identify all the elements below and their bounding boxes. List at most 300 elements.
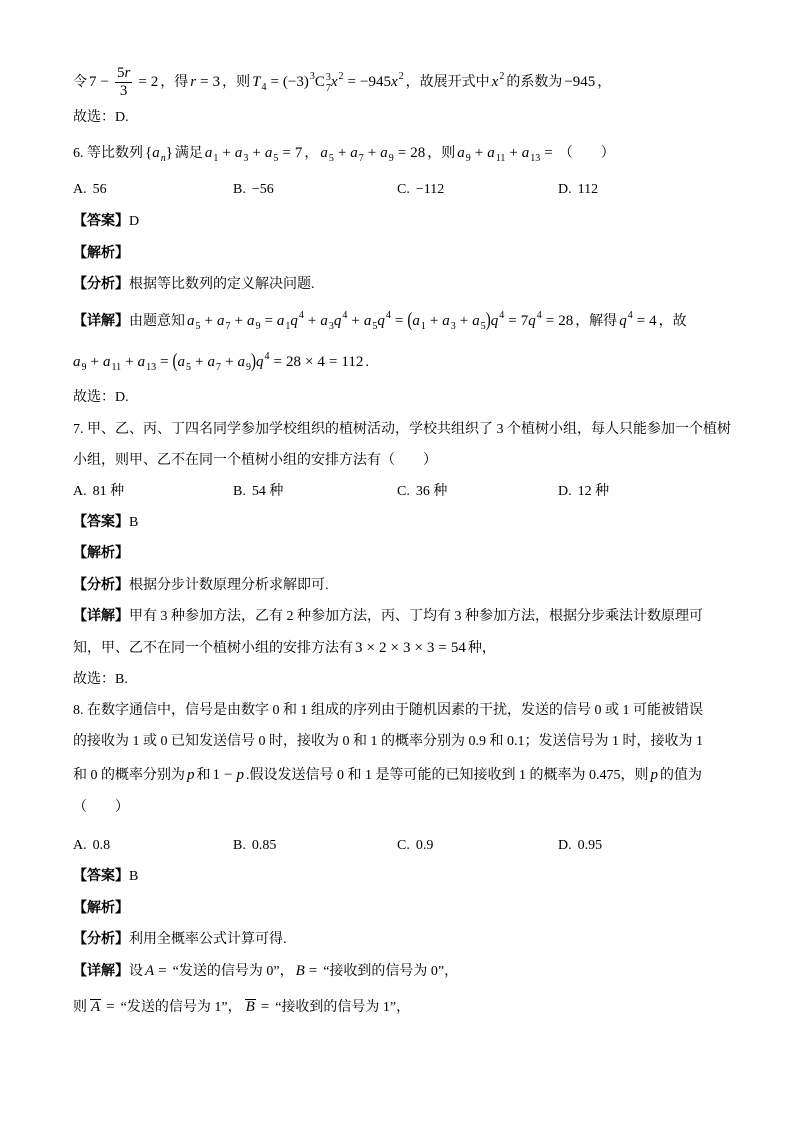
math-number-base: 28 [285,354,301,370]
math-number-base: } [165,145,173,161]
math-variable [290,310,304,329]
q6-detail-line-2 [73,350,369,374]
math-operator: + [474,145,484,161]
math-variable [487,145,506,164]
math-number-base: 54 [450,640,466,656]
q8-stem-line-1 [73,699,703,723]
math-number [213,74,221,90]
math-variable-base: T [252,74,261,90]
subscript: 5 [186,362,192,373]
fraction-numerator [115,65,132,83]
math-variable-base: q [528,313,536,329]
math-number [451,640,466,656]
math-variable-base: a [320,145,328,161]
math-variable [187,767,195,783]
math-variable [204,145,219,164]
superscript: 4 [264,351,270,362]
q7-stem-text [73,453,437,468]
q8-stem-line-2 [73,730,703,754]
math-number [410,145,425,161]
math-operator: + [125,354,134,370]
math-number-base: 7 [294,145,303,161]
q7-answer [73,511,138,535]
subsup-stack [326,72,331,94]
math-number-base: (−3) [282,74,309,90]
math-variable-base: a [521,145,530,161]
math-number [403,640,411,656]
math-number [250,351,256,373]
option-label: B. [233,484,246,499]
math-variable [296,963,305,979]
q8-solution-heading: 【解析】 [73,901,129,916]
prev-derivation-line [73,62,611,102]
math-operator: + [337,145,347,161]
text-run: .假设发送信号 0 和 1 是等可能的已知接收到 1 的概率为 0.475，则 [245,768,649,783]
q6-option-c [397,178,444,202]
prev-conclusion: 故选：D. [73,110,129,125]
math-variable-base: a [320,313,328,329]
math-variable-base: a [276,313,285,329]
math-variable [102,354,122,373]
q8-detail-line-1 [73,959,458,983]
math-variable [350,145,364,164]
math-operator: = [328,354,338,370]
math-operator: + [90,354,99,370]
text-run: “发送的信号为 1”， [120,1000,242,1015]
math-number-base: −945 [564,74,596,90]
detail-text [129,310,687,332]
option-value: 54 种 [251,484,284,499]
math-number-base: 3 [402,640,411,656]
math-number-base: 3 [355,640,363,656]
math-variable [276,313,291,332]
option-value: 112 [577,182,599,197]
math-operator: + [234,313,243,329]
math-number [379,640,387,656]
detail-tag: 【详解】 [73,314,129,329]
math-variable-base: a [152,145,160,161]
q8-option-c [397,834,433,858]
math-number-base: 5 [116,65,125,82]
math-number-base: 3 [119,83,128,100]
math-number [166,145,173,161]
math-operator: = [270,74,279,90]
math-number-base: { [145,145,153,161]
text-run: 设 [129,964,143,979]
math-number [564,74,595,90]
math-number-base: 4 [317,354,325,370]
q6-solution-heading: 【解析】 [73,246,129,261]
q7-stem-text [73,422,731,437]
math-operator: + [222,145,231,161]
option-value: 12 种 [577,484,610,499]
detail-text [129,609,703,624]
math-variable-base: a [187,313,195,329]
text-run: 满足 [174,146,203,161]
q8-stem-text [73,768,702,783]
fraction [115,65,132,100]
math-number [485,310,491,332]
math-variable-base: a [472,313,480,329]
text-run: ，得 [160,75,189,90]
math-variable-base: A [145,963,155,979]
math-number [151,74,159,90]
math-variable [252,74,267,93]
q7-conclusion: 故选：B. [73,672,128,687]
math-number-base: ) [250,351,256,373]
math-variable [390,71,404,90]
q8-option-d [558,834,602,858]
math-number [314,72,331,94]
math-variable [264,145,279,164]
detail-text [73,351,369,373]
math-variable [190,74,196,90]
text-run: ，故 [658,314,687,329]
option-value: −56 [251,182,274,197]
text-run: 的系数为 [506,75,563,90]
subscript: 7 [216,362,222,373]
math-variable-base: q [255,354,264,370]
option-label: A. [73,838,87,853]
answer-value: B [129,869,139,884]
math-variable-base: a [73,354,81,370]
math-number [172,351,178,373]
option-value: 0.85 [251,838,277,853]
answer-value: B [129,515,139,530]
math-operator: + [351,313,360,329]
math-variable [363,313,378,332]
math-variable [330,71,344,90]
math-variable-base: q [490,313,499,329]
subscript: 13 [530,153,541,164]
q8-options [73,834,722,858]
q7-option-d [558,480,609,504]
subscript: n [160,153,166,164]
math-variable [177,354,192,373]
q6-answer [73,210,139,234]
math-variable-base: a [264,145,273,161]
math-variable [145,963,154,979]
math-number [89,74,97,90]
q7-options [73,480,722,504]
prev-derivation [73,65,612,100]
math-variable [619,310,633,329]
text-run: . [365,355,369,370]
math-variable [490,310,505,329]
q7-stem-line-1 [73,418,731,442]
math-variable [521,145,541,164]
detail-text [73,641,496,656]
answer-tag: 【答案】 [73,869,129,884]
math-number [360,74,391,90]
subscript: 7 [325,83,331,94]
option-value: 0.95 [577,838,603,853]
text-run: ，则 [222,75,251,90]
option-value: 0.8 [92,838,111,853]
math-variable-base: a [350,145,358,161]
superscript: 4 [536,310,542,321]
text-run: （ ） [73,800,129,815]
math-variable-base: a [216,313,225,329]
math-variable [255,351,270,370]
math-operator: = [347,74,357,90]
math-number-base: 4 [649,313,657,329]
math-variable [207,354,222,373]
math-operator: = [394,313,404,329]
math-variable-base: a [412,313,420,329]
analysis-tag: 【分析】 [73,578,129,593]
math-operator: = [273,354,282,370]
q6-option-a [73,178,107,202]
option-label: D. [558,838,572,853]
math-variable-base: q [377,313,385,329]
math-number [649,313,657,329]
math-variable-base: x [390,74,398,90]
q6-options [73,178,722,202]
math-number [427,640,435,656]
option-value: −112 [415,182,445,197]
math-operator: = [260,999,270,1015]
q6-stem [73,141,615,165]
math-variable [380,145,394,164]
math-variable-base: a [102,354,111,370]
math-variable [236,767,244,783]
subscript: 3 [243,153,249,164]
math-variable-base: q [333,313,342,329]
math-operator: + [225,354,234,370]
math-variable-base: a [137,354,146,370]
text-run: 则 [73,1000,87,1015]
subscript: 5 [195,321,201,332]
math-operator: = [438,640,447,656]
math-variable [320,313,334,332]
math-variable-base: a [237,354,245,370]
q6-option-d [558,178,598,202]
text-run: 知，甲、乙不在同一个植树小组的安排方法有 [73,641,353,656]
math-number [120,83,128,99]
math-operator: × [390,640,399,656]
text-run: 令 [73,75,87,90]
option-value: 81 种 [92,484,125,499]
math-operator: = [158,963,167,979]
math-operator: + [195,354,204,370]
subscript: 1 [213,153,219,164]
answer-tag: 【答案】 [73,515,129,530]
q6-analysis [73,273,315,297]
text-run: 种， [467,641,496,656]
math-operator: + [429,313,439,329]
overline-variable: B [245,999,255,1015]
q8-stem-text [73,703,703,718]
math-operator: = [308,963,318,979]
math-number-base: 7 [89,74,97,90]
text-run: ， [597,75,612,90]
math-operator: = [106,999,115,1015]
option-label: C. [397,484,410,499]
math-variable-base: a [234,145,243,161]
subscript: 9 [245,362,251,373]
math-operator: + [204,313,213,329]
option-label: C. [397,838,410,853]
math-variable [73,354,87,373]
q6-detail-line-1 [73,309,687,333]
text-run: 和 [196,768,211,783]
subscript: 5 [480,321,486,332]
math-number [558,313,573,329]
superscript: 4 [499,310,505,321]
q7-option-a [73,480,124,504]
text-run: ，解得 [575,314,618,329]
answer-tag: 【答案】 [73,214,129,229]
math-variable [528,310,542,329]
answer-value: D [129,214,140,229]
subscript: 5 [328,153,334,164]
q8-detail-line-2 [73,995,410,1019]
math-number [295,145,303,161]
math-number-base: ( [172,351,178,373]
math-number-base: 3 [212,74,221,90]
math-variable [472,313,486,332]
q8-stem-line-3 [73,763,702,787]
q6-stem-text [73,145,615,164]
math-number [286,354,301,370]
math-number-base: 1 [212,767,220,783]
math-variable-base: a [177,354,186,370]
q8-option-b [233,834,276,858]
q8-stem-line-4 [73,796,129,820]
math-variable-base: a [207,354,216,370]
math-number-base: ( [407,310,413,332]
superscript: 4 [627,310,633,321]
math-variable [457,145,471,164]
math-operator: − [224,767,233,783]
q7-detail-line-2 [73,636,496,660]
math-number [213,767,221,783]
math-variable [152,145,166,164]
q8-answer [73,865,138,889]
math-operator: × [414,640,423,656]
math-variable-base: r [124,65,131,82]
text-run: “发送的信号为 0”， [172,964,294,979]
math-variable [377,310,391,329]
analysis-text: 利用全概率公式计算可得. [129,932,287,947]
math-number-base: 112 [341,354,364,370]
subscript: 1 [285,321,291,332]
math-variable [216,313,231,332]
math-variable [333,310,348,329]
math-operator: = [508,313,517,329]
text-run: “接收到的信号为 0”， [323,964,459,979]
math-operator: = [397,145,407,161]
subscript: 5 [372,321,378,332]
text-run: 6. 等比数列 [73,146,143,161]
math-operator: + [252,145,261,161]
superscript: 2 [398,71,404,82]
math-variable [187,313,201,332]
q7-solution-heading: 【解析】 [73,546,129,561]
text-run: 7. 甲、乙、丙、丁四名同学参加学校组织的植树活动，学校共组织了 3 个植树小组，每人只能参加一个植树 [73,422,731,437]
subscript: 5 [273,153,279,164]
math-operator: = [545,313,555,329]
detail-tag: 【详解】 [73,609,129,624]
math-variable-base: B [295,963,305,979]
math-number-base: ) [485,310,491,332]
subscript: 11 [111,362,122,373]
math-variable-base: a [246,313,255,329]
q7-option-c [397,480,447,504]
math-operator: = [544,145,553,161]
q7-detail-line-1 [73,605,703,629]
math-variable-base: a [457,145,465,161]
q6-conclusion: 故选：D. [73,390,129,405]
math-variable-base: a [442,313,450,329]
subscript: 9 [465,153,471,164]
math-operator: = [200,74,209,90]
math-variable [412,313,426,332]
math-variable [137,354,157,373]
text-run: ， [304,146,319,161]
analysis-text: 根据分步计数原理分析求解即可. [129,578,329,593]
subscript: 9 [255,321,261,332]
math-variable-base: p [236,767,244,783]
math-number-base: −945 [360,74,391,90]
option-label: A. [73,484,87,499]
option-value: 56 [92,182,107,197]
math-operator: = [264,313,273,329]
math-variable-base: p [187,767,195,783]
math-variable [246,313,261,332]
math-number-base: 28 [558,313,574,329]
math-variable-base: a [380,145,388,161]
math-variable-base: a [363,313,372,329]
subscript: 7 [225,321,231,332]
subscript: 9 [81,362,87,373]
superscript: 4 [342,310,348,321]
math-variable [234,145,249,164]
subscript: 3 [450,321,456,332]
text-run: ，故展开式中 [405,75,490,90]
subscript: 13 [146,362,157,373]
math-operator: = [636,313,646,329]
option-label: A. [73,182,87,197]
option-label: D. [558,484,572,499]
text-run: 甲有 3 种参加方法，乙有 2 种参加方法，丙、丁均有 3 种参加方法，根据分步乘法计数原理可 [129,609,703,624]
math-number [282,71,315,90]
math-variable [650,767,658,783]
text-run: （ ） [558,146,615,161]
math-variable-base: q [619,313,627,329]
superscript: 4 [298,310,304,321]
text-run: “接收到的信号为 1”， [275,1000,411,1015]
math-variable [124,65,130,81]
math-operator: + [509,145,518,161]
option-value: 0.9 [415,838,434,853]
analysis-tag: 【分析】 [73,277,129,292]
math-operator: × [304,354,314,370]
math-operator: = [138,74,147,90]
text-run: 小组，则甲、乙不在同一个植树小组的安排方法有（ ） [73,453,437,468]
superscript: 2 [499,71,505,82]
math-operator: + [459,313,469,329]
subscript: 11 [495,153,506,164]
math-number-base: 2 [378,640,387,656]
analysis-text: 根据等比数列的定义解决问题. [129,277,315,292]
math-number-base: C [314,74,325,90]
q7-analysis [73,574,329,598]
analysis-tag: 【分析】 [73,932,129,947]
q8-stem-text [73,800,129,815]
subscript: 1 [420,321,426,332]
